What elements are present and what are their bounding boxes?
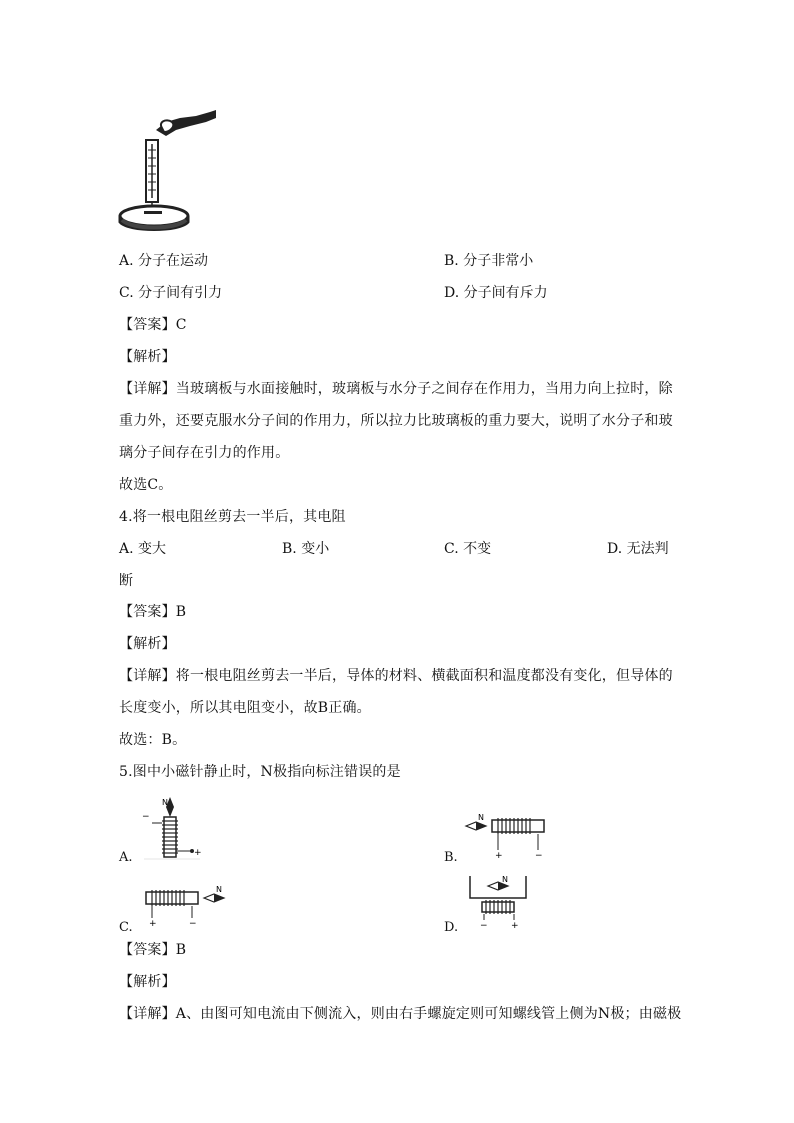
- plus-terminal-c: +: [149, 919, 157, 929]
- q4-option-c: C. 不变: [444, 541, 492, 557]
- q5-figure-c-label: C.: [119, 920, 133, 935]
- needle-n-label-b: N: [478, 813, 484, 822]
- q4-detail-line-1: 【详解】将一根电阻丝剪去一半后，导体的材料、横截面积和温度都没有变化，但导体的: [119, 668, 673, 684]
- q3-detail-line-2: 重力外，还要克服水分子间的作用力，所以拉力比玻璃板的重力要大，说明了水分子和玻: [119, 413, 673, 429]
- q5-figure-d-label: D.: [444, 920, 459, 935]
- q5-analysis-label: 【解析】: [119, 974, 176, 990]
- minus-terminal-d: −: [480, 921, 488, 930]
- q4-option-d: D. 无法判: [607, 541, 669, 557]
- plus-terminal-b: +: [495, 851, 503, 861]
- needle-n-label: N: [162, 798, 168, 807]
- glass-plate-water-figure: [118, 108, 222, 234]
- q3-analysis-label: 【解析】: [119, 349, 176, 365]
- q3-option-a: A. 分子在运动: [119, 253, 209, 269]
- plus-terminal: +: [194, 848, 202, 858]
- q4-option-d-wrap: 断: [119, 573, 134, 589]
- q5-figure-b-label: B.: [444, 850, 458, 865]
- minus-terminal-b: −: [535, 851, 543, 861]
- q5-detail-line-1: 【详解】A、由图可知电流由下侧流入，则由右手螺旋定则可知螺线管上侧为N极；由磁极: [119, 1006, 682, 1022]
- q4-question: 4.将一根电阻丝剪去一半后，其电阻: [119, 509, 346, 525]
- q5-figure-a-label: A.: [119, 850, 133, 865]
- q3-option-c: C. 分子间有引力: [119, 285, 223, 301]
- q4-analysis-label: 【解析】: [119, 636, 176, 652]
- q5-figure-b-solenoid: [464, 812, 554, 862]
- q3-option-b: B. 分子非常小: [444, 253, 534, 269]
- q5-question: 5.图中小磁针静止时，N极指向标注错误的是: [119, 764, 401, 780]
- needle-n-label-d: N: [502, 875, 508, 884]
- needle-n-label-c: N: [216, 885, 222, 894]
- q5-figure-d-solenoid: [466, 872, 532, 930]
- q3-detail-line-1: 【详解】当玻璃板与水面接触时，玻璃板与水分子之间存在作用力，当用力向上拉时，除: [119, 381, 673, 397]
- minus-terminal-c: −: [189, 919, 197, 929]
- q5-figure-a-solenoid: [140, 795, 210, 865]
- q4-answer: 【答案】B: [119, 604, 187, 620]
- q4-option-b: B. 变小: [282, 541, 330, 557]
- minus-terminal: −: [142, 812, 150, 822]
- q5-figure-c-solenoid: [140, 884, 230, 930]
- q4-detail-line-2: 长度变小，所以其电阻变小，故B正确。: [119, 700, 371, 716]
- q3-option-d: D. 分子间有斥力: [444, 285, 548, 301]
- q3-answer: 【答案】C: [119, 317, 187, 333]
- q5-answer: 【答案】B: [119, 942, 187, 958]
- q4-option-a: A. 变大: [119, 541, 167, 557]
- q3-detail-line-3: 璃分子间存在引力的作用。: [119, 445, 290, 461]
- q4-conclusion: 故选：B。: [119, 732, 187, 748]
- plus-terminal-d: +: [511, 921, 519, 930]
- q3-conclusion: 故选C。: [119, 477, 173, 493]
